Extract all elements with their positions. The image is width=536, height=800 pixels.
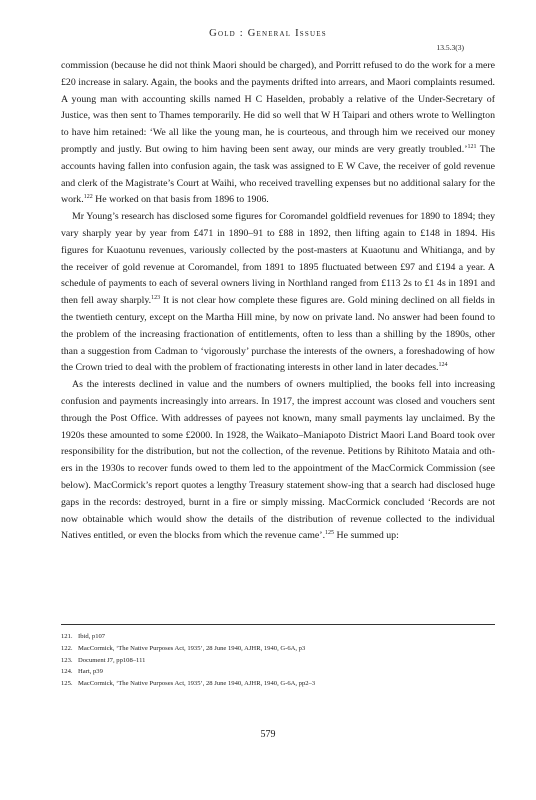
footnote-ref-122: 122 [83,194,93,201]
paragraph-3 [61,377,495,545]
footnote-ref-125: 125 [325,530,335,537]
footnote-ref-124: 124 [438,362,448,369]
footnote-number: 124. [61,668,73,676]
footnote-text: Document J7, pp108–111 [78,656,146,664]
paragraph-1 [61,58,495,209]
footnote-number: 125. [61,680,73,688]
footnote-122 [61,643,495,655]
footnote-123 [61,655,495,667]
page-number: 579 [260,729,276,740]
footnote-text: Ibid, p107 [78,633,106,640]
paragraph-2 [61,209,495,377]
section-number: 13.5.3(3) [436,43,464,52]
paragraph-2-text-a: Mr Young’s research has disclosed some figures for Coromandel goldfield revenues for 1890 to 1894; they vary sharply year by year from £471 in 1890–91 to £88 in 1892, then lifting again to £148 in 1894. His figures for Kuaotunu revenues, variously collected by the post-masters at Kuaotunu and Whitianga, and by the receiver of gold revenue at Coromandel, from 1891 to 1895 fluctuated between £97 and £194 a year. A schedule of payments to each of several owners living in Northland ranged from £113 2s to £1 4s in 1891 and then fell away sharply. [61,211,495,307]
footnote-number: 123. [61,656,73,664]
footnote-124 [61,666,495,678]
footnote-ref-123: 123 [151,295,161,302]
paragraph-3-text-a: As the interests declined in value and the numbers of owners multiplied, the books fell into increasing confusion and payments increasingly into arrears. In 1917, the imprest account was closed and vouchers sent through the Post Office. With addresses of payees not known, many small payments lay unclaimed. By the 1920s these amounted to some £2000. In 1928, the Waikato–Maniapoto District Maori Land Board took over responsibility for the distribution, but not the collection, of the revenue. Petitions by Rihitoto Mataia and oth-ers in the 1930s to recover funds owed to them led to the appointment of the MacCormick Commission (see below). MacCormick’s report quotes a lengthy Treasury statement show-ing that a search had disclosed huge gaps in the records: destroyed, burnt in a fire or simply missing. MacCormick concluded ‘Records are not now obtainable which would show the details of the distribution of revenue collected to the individual Natives entitled, or even the blocks from which the revenue came’. [61,379,495,542]
footnote-divider [61,624,495,625]
paragraph-1-text-c: He worked on that basis from 1896 to 1906. [92,194,269,206]
footnote-ref-121: 121 [467,143,477,150]
footnote-text: Hart, p39 [78,668,103,676]
paragraph-1-text-a: commission (because he did not think Maori should be charged), and Porritt refused to do the work for a mere £20 increase in salary. Again, the books and the payments drifted into arrears, and Maori complaints resumed. A young man with accounting skills named H C Haselden, probably a relative of the Under-Secretary of Justice, was then sent to Thames temporarily. He did so well that W H Taipari and others wrote to Wellington to have him retained: ‘We all like the young man, he is courteous, and through him we received our money promptly and justly. But owing to him having been sent away, our minds are very greatly troubled.’ [61,60,495,155]
paragraph-3-text-b: He summed up: [334,530,399,542]
footnote-121 [61,631,495,643]
paragraph-2-text-b: It is not clear how complete these figures are. Gold mining declined on all fields in the twentieth century, except on the Martha Hill mine, by now on private land. No answer had been found to the problem of the increasing fractionation of entitlements, often to less than a shilling by the 1890s, other than a suggestion from Cadman to ‘vigorously’ purchase the interests of the owners, a foreshadowing of how the Crown tried to deal with the problem of fractionating interests in other land in later decades. [61,295,495,374]
footnotes [61,631,495,690]
running-head: Gold : General Issues [209,28,327,39]
footnote-125 [61,678,495,690]
footnote-number: 122. [61,644,73,652]
footnote-text: MacCormick, ‘The Native Purposes Act, 1935’, 28 June 1940, AJHR, 1940, G-6A, pp2–3 [78,680,316,688]
footnote-text: MacCormick, ‘The Native Purposes Act, 1935’, 28 June 1940, AJHR, 1940, G-6A, p3 [78,644,306,652]
body-text [61,58,495,545]
paragraph-1-text-b: The accounts having fallen into confusion again, the task was assigned to E W Cave, the receiver of gold revenue and clerk of the Magistrate’s Court at Waihi, who received travelling expenses but no additional salary for the work. [61,143,496,206]
footnote-number: 121. [61,633,73,640]
